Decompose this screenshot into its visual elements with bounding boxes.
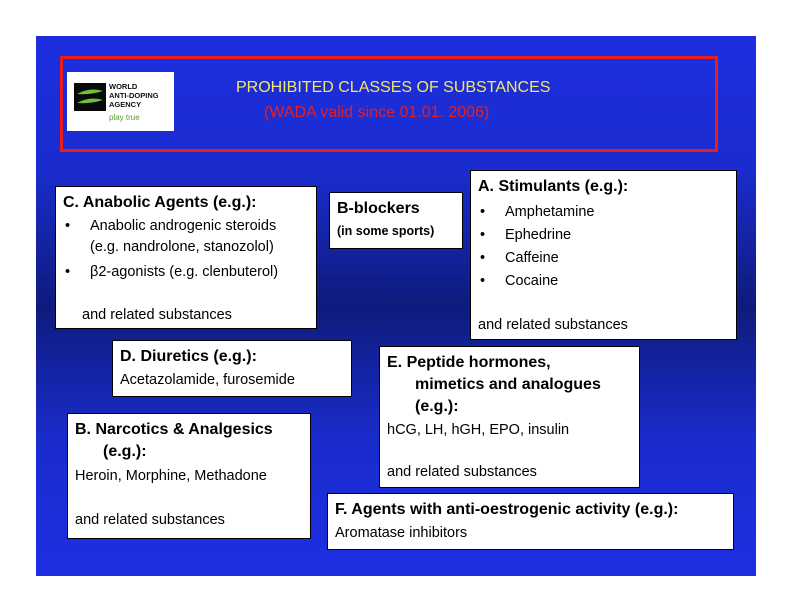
- wada-logo: [67, 72, 174, 131]
- narcotics-footer: and related substances: [75, 512, 225, 528]
- narcotics-heading-line-2: (e.g.):: [103, 443, 147, 460]
- diuretics-body: Acetazolamide, furosemide: [120, 372, 295, 388]
- b-blockers-box: [329, 192, 463, 249]
- list-item: • β2-agonists (e.g. clenbuterol): [63, 261, 309, 284]
- peptide-heading-line-2: mimetics and analogues: [415, 376, 601, 393]
- stimulants-heading: A. Stimulants (e.g.):: [478, 178, 629, 195]
- stimulants-footer: and related substances: [478, 317, 628, 333]
- list-item: • Amphetamine: [478, 201, 729, 224]
- wada-mark-icon: [74, 83, 106, 111]
- diuretics-heading: D. Diuretics (e.g.):: [120, 348, 257, 365]
- diuretics-box: [112, 340, 352, 397]
- narcotics-body: Heroin, Morphine, Methadone: [75, 468, 267, 484]
- peptide-hormones-box: [379, 346, 640, 488]
- list-item-continuation: (e.g. nandrolone, stanozolol): [90, 239, 274, 255]
- page-title: PROHIBITED CLASSES OF SUBSTANCES: [236, 79, 551, 96]
- anabolic-list: [63, 216, 309, 237]
- b-blockers-heading: B-blockers: [337, 200, 420, 217]
- logo-tagline: play true: [109, 113, 140, 122]
- logo-text: WORLD ANTI-DOPING AGENCY: [109, 82, 159, 109]
- list-item: • Cocaine: [478, 270, 729, 293]
- anabolic-list-2: [63, 261, 309, 284]
- peptide-heading-line-1: E. Peptide hormones,: [387, 354, 551, 371]
- peptide-body: hCG, LH, hGH, EPO, insulin: [387, 422, 570, 438]
- stimulants-box: [470, 170, 737, 340]
- peptide-footer: and related substances: [387, 464, 537, 480]
- list-item: • Caffeine: [478, 247, 729, 270]
- stimulants-list: [478, 201, 729, 293]
- anabolic-agents-box: [55, 186, 317, 329]
- b-blockers-sub: (in some sports): [337, 224, 435, 238]
- list-item: • Anabolic androgenic steroids: [63, 216, 309, 237]
- anabolic-footer: and related substances: [82, 307, 232, 323]
- anti-oestrogenic-box: [327, 493, 734, 550]
- list-item: • Ephedrine: [478, 224, 729, 247]
- narcotics-heading-line-1: B. Narcotics & Analgesics: [75, 421, 273, 438]
- peptide-heading-line-3: (e.g.):: [415, 398, 459, 415]
- anti-oestrogenic-heading: F. Agents with anti-oestrogenic activity (e.g.):: [335, 501, 679, 518]
- anti-oestrogenic-body: Aromatase inhibitors: [335, 525, 468, 541]
- page-subtitle: (WADA valid since 01.01. 2006): [264, 104, 490, 121]
- anabolic-heading: C. Anabolic Agents (e.g.):: [63, 194, 257, 211]
- narcotics-box: [67, 413, 311, 539]
